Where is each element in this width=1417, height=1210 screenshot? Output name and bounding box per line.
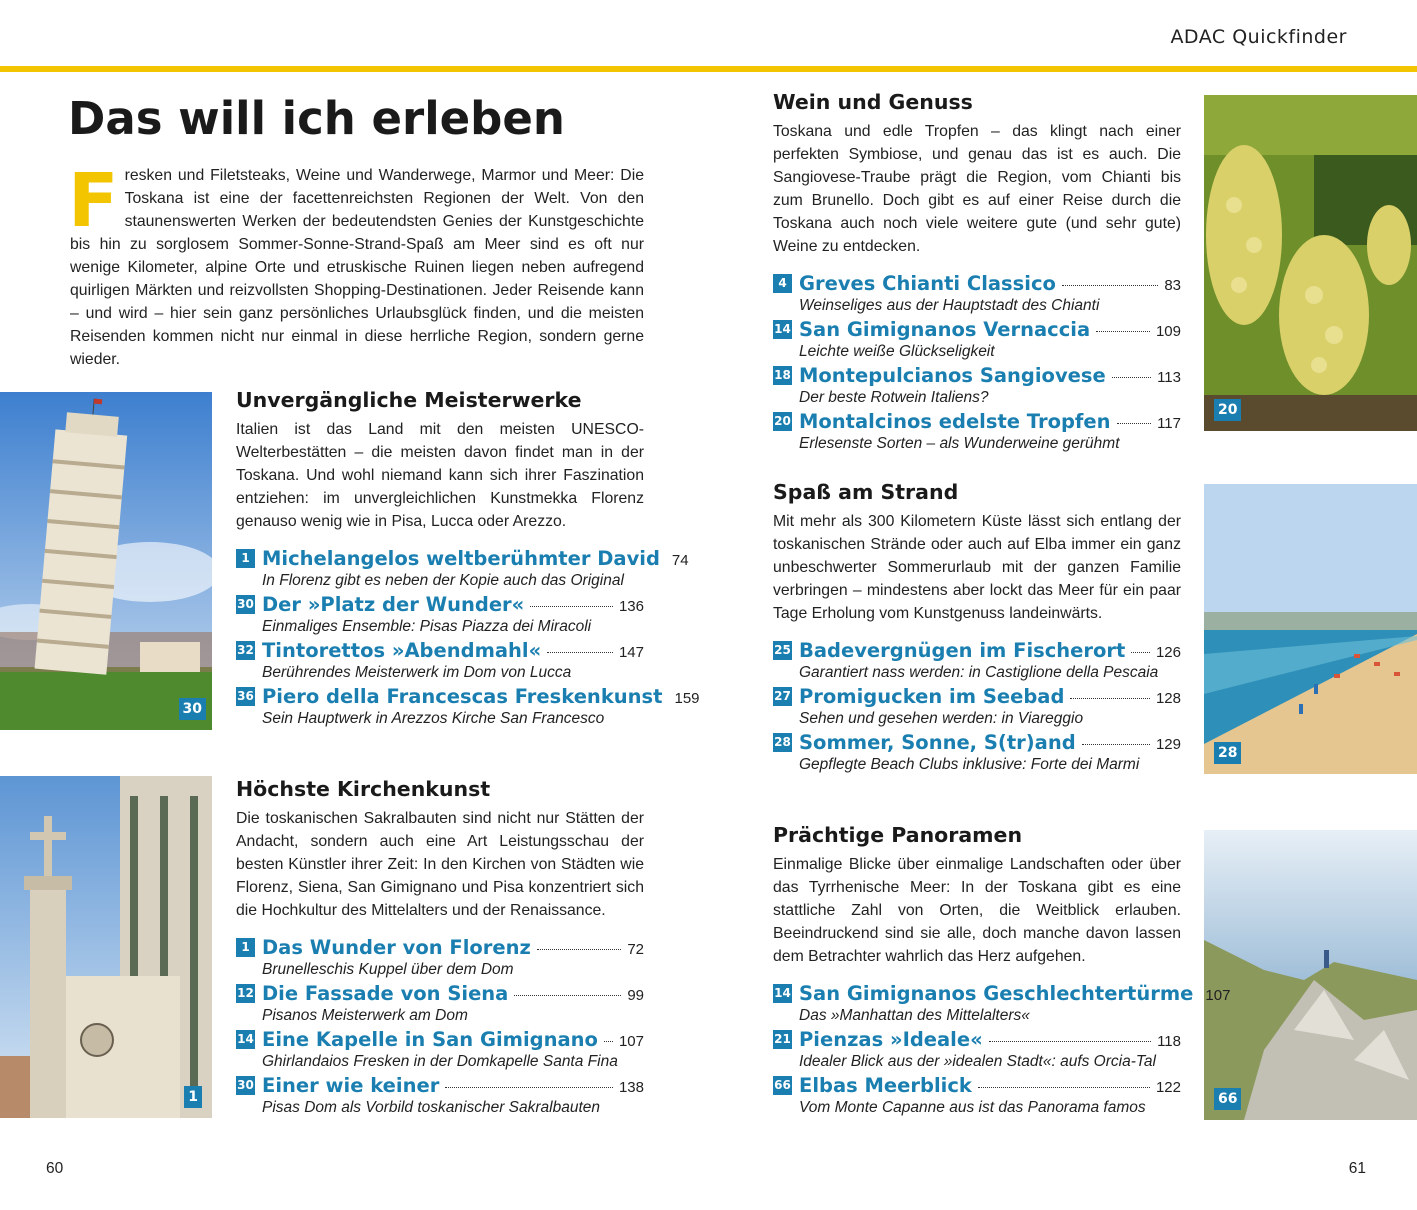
dot-leader — [1082, 744, 1150, 745]
section-wein — [773, 88, 1181, 456]
entry-title-row — [262, 547, 689, 571]
entry-page-number: 159 — [674, 690, 700, 707]
entry-page-number: 117 — [1157, 415, 1181, 432]
quickfinder-entry[interactable] — [236, 982, 644, 1028]
dot-leader — [530, 606, 613, 607]
entry-title[interactable]: Tintorettos »Abendmahl« — [262, 639, 542, 662]
entry-number-badge: 14 — [773, 984, 792, 1003]
dot-leader — [547, 652, 613, 653]
leaning-tower-of-pisa-icon — [0, 392, 212, 730]
entry-title[interactable]: Greves Chianti Classico — [799, 272, 1056, 295]
entry-page-number: 113 — [1157, 369, 1181, 386]
entry-number-badge: 21 — [773, 1030, 792, 1049]
entry-number-badge: 66 — [773, 1076, 792, 1095]
entry-title[interactable]: Elbas Meerblick — [799, 1074, 972, 1097]
entry-subtitle: Leichte weiße Glückseligkeit — [799, 343, 995, 360]
dot-leader — [1062, 285, 1158, 286]
section-strand — [773, 478, 1181, 777]
entry-title[interactable]: Das Wunder von Florenz — [262, 936, 531, 959]
photo-florence-cathedral — [0, 776, 212, 1118]
entry-title[interactable]: Pienzas »Ideale« — [799, 1028, 983, 1051]
dot-leader — [989, 1041, 1151, 1042]
section-text: Italien ist das Land mit den meisten UNESCO-Welterbestätten – die meisten davon findet man in der Toskana. Und wohl niemand kann sich ihrer Faszination entziehen: im unvergleichlichen Kunstmekka Florenz genauso wenig wie in Pisa, Lucca oder Arezzo. — [236, 421, 644, 530]
entry-page-number: 109 — [1155, 323, 1181, 340]
dot-leader — [1112, 377, 1151, 378]
dot-leader — [1096, 331, 1150, 332]
entry-number-badge: 27 — [773, 687, 792, 706]
dot-leader — [1070, 698, 1150, 699]
entry-number-badge: 36 — [236, 687, 255, 706]
quickfinder-entry[interactable] — [236, 936, 644, 982]
section-text: Die toskanischen Sakralbauten sind nicht nur Stätten der Andacht, sondern auch eine Art Leistungsschau der besten Künstler ihrer Zeit: In den Kirchen von Städten wie Florenz, Siena, San Gimignano und Pisa konzentriert sich die Hochkultur des Mittelalters und der Renaissance. — [236, 810, 644, 919]
entry-title-row — [262, 593, 644, 617]
dot-leader — [1117, 423, 1152, 424]
entry-title[interactable]: Eine Kapelle in San Gimignano — [262, 1028, 598, 1051]
entry-page-number: 126 — [1155, 644, 1181, 661]
entry-title[interactable]: Promigucken im Seebad — [799, 685, 1065, 708]
entry-page-number: 122 — [1155, 1079, 1181, 1096]
entry-subtitle: Idealer Blick aus der »idealen Stadt«: aufs Orcia-Tal — [799, 1053, 1156, 1070]
entry-number-badge: 14 — [236, 1030, 255, 1049]
entry-list — [773, 982, 1231, 1120]
entry-title-row — [799, 410, 1181, 434]
entry-title-row — [262, 1028, 644, 1052]
entry-title-row — [799, 364, 1181, 388]
entry-title-row — [799, 731, 1181, 755]
entry-number-badge: 12 — [236, 984, 255, 1003]
entry-title-row — [799, 982, 1231, 1006]
entry-page-number: 128 — [1155, 690, 1181, 707]
quickfinder-entry[interactable] — [773, 685, 1181, 731]
quickfinder-entry[interactable] — [773, 1074, 1181, 1120]
section-text: Toskana und edle Tropfen – das klingt nach einer perfekten Symbiose, und genau das ist es auch. Die Sangiovese-Traube prägt die Region, vom Chianti bis zum Brunello. Doch gibt es auf einer Reise durch die Toskana auch noch viele weitere gute (und sehr gute) Weine zu entdecken. — [773, 123, 1181, 255]
quickfinder-entry[interactable] — [236, 639, 644, 685]
quickfinder-entry[interactable] — [236, 547, 689, 593]
entry-page-number: 118 — [1157, 1033, 1181, 1050]
dot-leader — [978, 1087, 1150, 1088]
entry-page-number: 74 — [671, 552, 689, 569]
entry-title-row — [799, 318, 1181, 342]
photo-beach — [1204, 484, 1417, 774]
photo-tag: 66 — [1214, 1088, 1241, 1110]
quickfinder-label: ADAC Quickfinder — [1170, 26, 1347, 48]
entry-page-number: 72 — [627, 941, 644, 958]
quickfinder-entry[interactable] — [773, 1028, 1181, 1074]
entry-number-badge: 1 — [236, 549, 255, 568]
entry-page-number: 99 — [627, 987, 644, 1004]
entry-subtitle: Weinseliges aus der Hauptstadt des Chianti — [799, 297, 1100, 314]
section-heading: Prächtige Panoramen — [773, 823, 1023, 847]
entry-title-row — [799, 1028, 1181, 1052]
quickfinder-entry[interactable] — [773, 982, 1231, 1028]
entry-number-badge: 1 — [236, 938, 255, 957]
entry-list — [773, 639, 1181, 777]
entry-title[interactable]: San Gimignanos Vernaccia — [799, 318, 1091, 341]
grapes-vineyard-icon — [1204, 95, 1417, 431]
entry-page-number: 138 — [618, 1079, 644, 1096]
quickfinder-entry[interactable] — [773, 731, 1181, 777]
entry-subtitle: Einmaliges Ensemble: Pisas Piazza dei Miracoli — [262, 618, 592, 635]
entry-title[interactable]: Die Fassade von Siena — [262, 982, 509, 1005]
quickfinder-entry[interactable] — [236, 593, 644, 639]
entry-page-number: 107 — [1205, 987, 1231, 1004]
dot-leader — [514, 995, 621, 996]
beach-sea-icon — [1204, 484, 1417, 774]
quickfinder-entry[interactable] — [773, 639, 1181, 685]
dot-leader — [604, 1041, 613, 1042]
entry-page-number: 83 — [1164, 277, 1181, 294]
quickfinder-entry[interactable] — [236, 1028, 644, 1074]
entry-title-row — [799, 272, 1181, 296]
entry-subtitle: Erlesenste Sorten – als Wunderweine gerühmt — [799, 435, 1120, 452]
entry-title[interactable]: Der »Platz der Wunder« — [262, 593, 525, 616]
intro-text: resken und Filetsteaks, Weine und Wanderwege, Marmor und Meer: Die Toskana ist eine der facettenreichsten Regionen der Welt. Von den staunenswerten Werken der bedeutendsten Genies der Kunstgeschichte bis hin zu sorglosem Sommer-Sonne-Strand-Spaß am Meer sind es oft nur wenige Kilometer, alpine Orte und etruskische Ruinen liegen neben aufregend quirligen Märkten und reizvollsten Shopping-Destinationen. Jeder Reisende kann – und wird – hier sein ganz persönliches Urlaubsglück finden, und die meisten Reisenden kommen nicht nur einmal in diese herrliche Region, sondern gerne wieder. — [70, 167, 644, 368]
entry-subtitle: Sehen und gesehen werden: in Viareggio — [799, 710, 1084, 727]
entry-title-row — [262, 685, 700, 709]
entry-number-badge: 18 — [773, 366, 792, 385]
entry-title[interactable]: Einer wie keiner — [262, 1074, 440, 1097]
entry-subtitle: Sein Hauptwerk in Arezzos Kirche San Francesco — [262, 710, 605, 727]
photo-leaning-tower-of-pisa — [0, 392, 212, 730]
entry-title[interactable]: San Gimignanos Geschlechtertürme — [799, 982, 1194, 1005]
entry-page-number: 147 — [618, 644, 644, 661]
entry-title-row — [799, 639, 1181, 663]
quickfinder-entry[interactable] — [773, 318, 1181, 364]
section-kirchenkunst — [236, 775, 644, 1120]
entry-number-badge: 28 — [773, 733, 792, 752]
section-text: Mit mehr als 300 Kilometern Küste lässt sich entlang der toskanischen Strände oder auch auf Elba immer ein ganz unbeschwerter Sommerurlaub mit der ganzen Familie verbringen – mindestens aber lockt das Meer für ein paar Tage Erholung vom Kunstgenuss landeinwärts. — [773, 513, 1181, 622]
entry-subtitle: Brunelleschis Kuppel über dem Dom — [262, 961, 514, 978]
entry-number-badge: 20 — [773, 412, 792, 431]
photo-tag: 1 — [184, 1086, 202, 1108]
entry-list — [236, 547, 700, 731]
entry-title[interactable]: Michelangelos weltberühmter David — [262, 547, 660, 570]
photo-rocky-summit — [1204, 830, 1417, 1120]
section-heading: Spaß am Strand — [773, 480, 959, 504]
entry-subtitle: Ghirlandaios Fresken in der Domkapelle Santa Fina — [262, 1053, 618, 1070]
entry-number-badge: 30 — [236, 595, 255, 614]
florence-cathedral-cross-icon — [0, 776, 212, 1118]
dropcap: F — [68, 158, 119, 244]
entry-page-number: 107 — [618, 1033, 644, 1050]
entry-title-row — [799, 1074, 1181, 1098]
entry-subtitle: Pisas Dom als Vorbild toskanischer Sakralbauten — [262, 1099, 601, 1116]
yellow-header-rule — [0, 66, 1417, 72]
entry-title[interactable]: Montalcinos edelste Tropfen — [799, 410, 1111, 433]
entry-subtitle: Gepflegte Beach Clubs inklusive: Forte dei Marmi — [799, 756, 1140, 773]
photo-grapes — [1204, 95, 1417, 431]
entry-subtitle: Garantiert nass werden: in Castiglione della Pescaia — [799, 664, 1159, 681]
entry-page-number: 136 — [618, 598, 644, 615]
section-heading: Höchste Kirchenkunst — [236, 777, 491, 801]
entry-subtitle: In Florenz gibt es neben der Kopie auch das Original — [262, 572, 624, 589]
intro-paragraph — [68, 158, 644, 371]
quickfinder-entry[interactable] — [773, 272, 1181, 318]
entry-subtitle: Berührendes Meisterwerk im Dom von Lucca — [262, 664, 572, 681]
photo-tag: 28 — [1214, 742, 1241, 764]
entry-title[interactable]: Montepulcianos Sangiovese — [799, 364, 1106, 387]
entry-number-badge: 30 — [236, 1076, 255, 1095]
photo-tag: 30 — [179, 698, 206, 720]
entry-number-badge: 32 — [236, 641, 255, 660]
dot-leader — [537, 949, 621, 950]
entry-title-row — [262, 1074, 644, 1098]
entry-title-row — [262, 982, 644, 1006]
entry-title-row — [262, 936, 644, 960]
page-number-left: 60 — [46, 1160, 64, 1177]
section-text: Einmalige Blicke über einmalige Landschaften oder über das Tyrrhenische Meer: In der Toskana gibt es eine stattliche Zahl von Orten, die Weitblick erlauben. Beeindruckend sind sie alle, doch manche davon lassen dem Betrachter wahrlich das Herz aufgehen. — [773, 856, 1181, 965]
rocky-summit-sea-icon — [1204, 830, 1417, 1120]
entry-list — [773, 272, 1181, 456]
page-number-right: 61 — [1348, 1160, 1366, 1177]
entry-subtitle: Der beste Rotwein Italiens? — [799, 389, 989, 406]
entry-title[interactable]: Badevergnügen im Fischerort — [799, 639, 1126, 662]
section-heading: Unvergängliche Meisterwerke — [236, 388, 582, 412]
quickfinder-entry[interactable] — [236, 1074, 644, 1120]
entry-number-badge: 25 — [773, 641, 792, 660]
quickfinder-entry[interactable] — [773, 410, 1181, 456]
entry-subtitle: Pisanos Meisterwerk am Dom — [262, 1007, 468, 1024]
entry-subtitle: Vom Monte Capanne aus ist das Panorama famos — [799, 1099, 1146, 1116]
section-panoramen — [773, 821, 1231, 1120]
entry-subtitle: Das »Manhattan des Mittelalters« — [799, 1007, 1030, 1024]
section-heading: Wein und Genuss — [773, 90, 973, 114]
page-title: Das will ich erleben — [68, 92, 565, 145]
entry-page-number: 129 — [1155, 736, 1181, 753]
dot-leader — [1131, 652, 1150, 653]
entry-title-row — [262, 639, 644, 663]
entry-title-row — [799, 685, 1181, 709]
entry-number-badge: 4 — [773, 274, 792, 293]
entry-title[interactable]: Sommer, Sonne, S(tr)and — [799, 731, 1076, 754]
entry-number-badge: 14 — [773, 320, 792, 339]
photo-tag: 20 — [1214, 399, 1241, 421]
section-meisterwerke — [236, 386, 700, 731]
entry-title[interactable]: Piero della Francescas Freskenkunst — [262, 685, 663, 708]
dot-leader — [445, 1087, 613, 1088]
quickfinder-entry[interactable] — [236, 685, 700, 731]
quickfinder-entry[interactable] — [773, 364, 1181, 410]
entry-list — [236, 936, 644, 1120]
